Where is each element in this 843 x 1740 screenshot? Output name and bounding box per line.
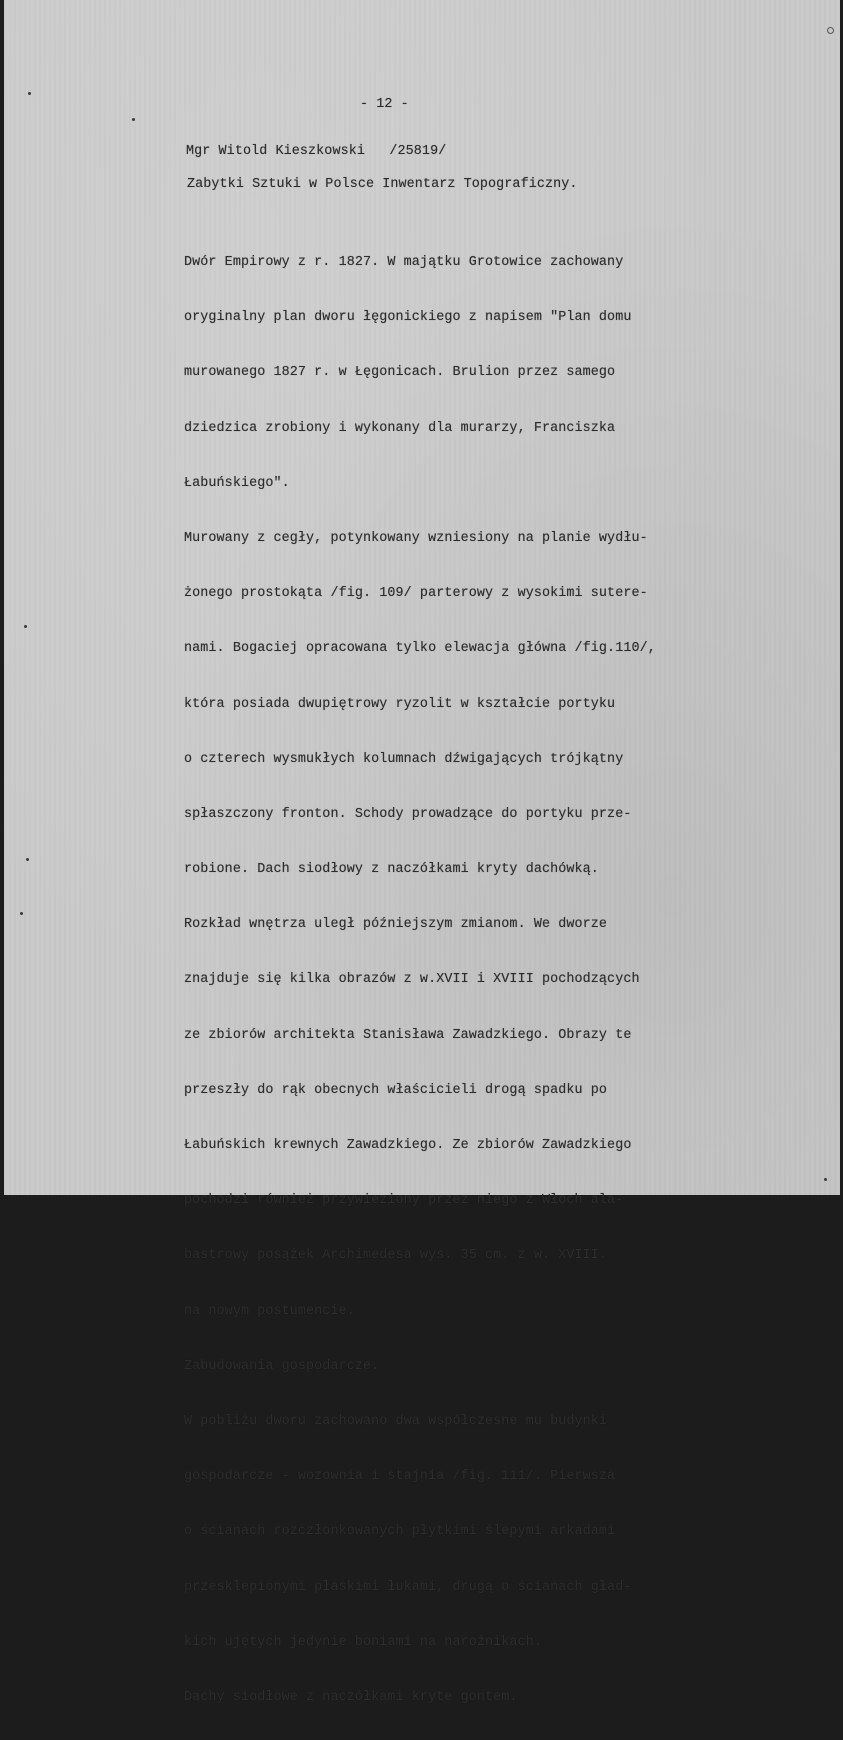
- body-line: o ścianach rozczłonkowanych płytkimi ślepymi arkadami: [184, 1524, 616, 1540]
- body-line: przeszły do rąk obecnych właścicieli drogą spadku po: [184, 1082, 608, 1098]
- body-line: Dwór Empirowy z r. 1827. W majątku Grotowice zachowany: [184, 255, 624, 270]
- body-line: gospodarcze - wozownia i stajnia /fig. 111/. Pierwsza: [184, 1469, 616, 1485]
- scan-speck: [28, 92, 31, 95]
- body-line: ze zbiorów architekta Stanisława Zawadzkiego. Obrazy te: [184, 1027, 632, 1043]
- body-line: murowanego 1827 r. w Łęgonicach. Brulion przez samego: [184, 365, 616, 381]
- body-line: nami. Bogaciej opracowana tylko elewacja główna /fig.110/,: [184, 641, 656, 657]
- body-line: Łabuńskiego".: [184, 475, 290, 491]
- scan-speck: [827, 27, 834, 34]
- body-line: dziedzica zrobiony i wykonany dla murarzy, Franciszka: [184, 420, 616, 436]
- scan-speck: [24, 625, 27, 628]
- scan-speck: [824, 1178, 827, 1181]
- scan-speck: [132, 118, 135, 121]
- body-line: Murowany z cegły, potynkowany wzniesiony na planie wydłu-: [184, 530, 648, 546]
- body-line: W pobliżu dworu zachowano dwa współczesne mu budynki: [184, 1413, 608, 1429]
- body-line: bastrowy posążek Archimedesa wys. 35 cm. z w. XVIII.: [184, 1248, 608, 1264]
- scan-speck: [20, 912, 23, 915]
- body-line: żonego prostokąta /fig. 109/ parterowy z wysokimi sutere-: [184, 586, 648, 602]
- source-line: Zabytki Sztuki w Polsce Inwentarz Topograficzny.: [187, 177, 578, 192]
- body-line: znajduje się kilka obrazów z w.XVII i XVIII pochodzących: [184, 972, 640, 988]
- body-line: Zabudowania gospodarcze.: [184, 1358, 380, 1374]
- author-line: Mgr Witold Kieszkowski /25819/: [186, 144, 447, 159]
- body-line: Rozkład wnętrza uległ późniejszym zmianom. We dworze: [184, 917, 608, 933]
- body-line: robione. Dach siodłowy z naczółkami kryty dachówką.: [184, 862, 599, 878]
- body-line: oryginalny plan dworu łęgonickiego z napisem "Plan domu: [184, 310, 632, 326]
- body-text: [184, 220, 656, 1740]
- body-line: pochodzi również przywieziony przez niego z Włoch ala-: [184, 1193, 624, 1209]
- page-number: - 12 -: [360, 97, 409, 112]
- body-line: o czterech wysmukłych kolumnach dźwigających trójkątny: [184, 751, 624, 767]
- body-line: kich ujętych jedynie boniami na narożnikach.: [184, 1634, 542, 1650]
- body-line: która posiada dwupiętrowy ryzolit w kształcie portyku: [184, 696, 616, 712]
- body-line: Łabuńskich krewnych Zawadzkiego. Ze zbiorów Zawadzkiego: [184, 1138, 632, 1153]
- body-line: Dachy siodłowe z naczółkami kryte gontem.: [184, 1689, 518, 1705]
- body-line: spłaszczony fronton. Schody prowadzące do portyku prze-: [184, 806, 632, 822]
- document-page: [4, 0, 840, 1705]
- scan-speck: [26, 858, 29, 861]
- body-line: na nowym postumencie.: [184, 1303, 355, 1319]
- body-line: przesklepionymi płaskimi łukami, drugą o ścianach gład-: [184, 1579, 632, 1595]
